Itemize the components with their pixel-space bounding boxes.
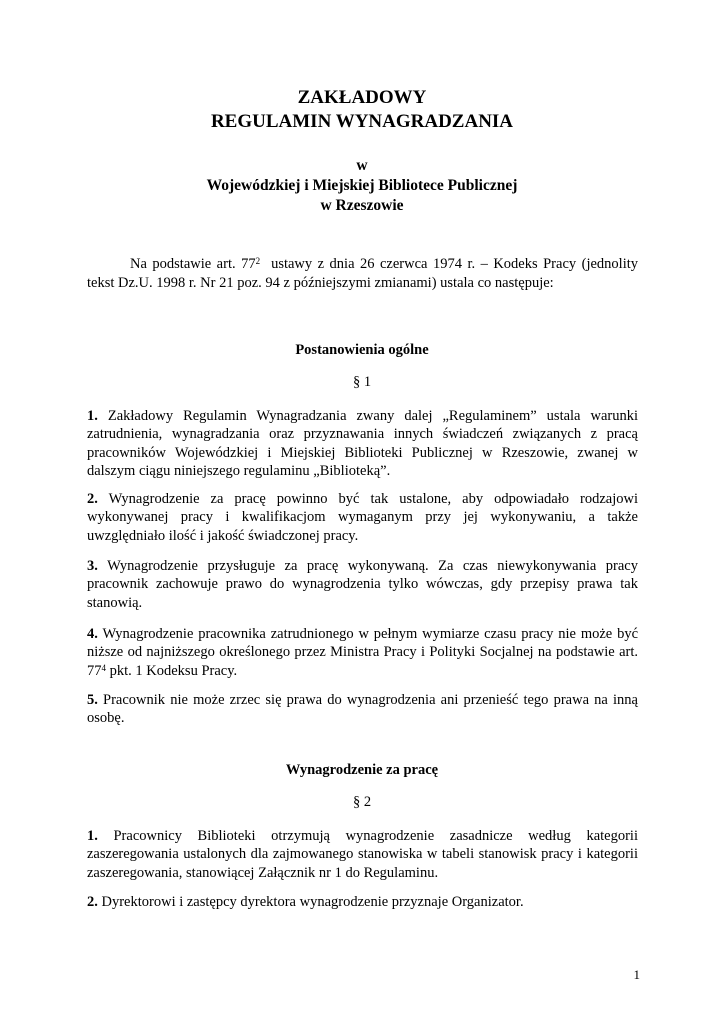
- clause-number: 4.: [87, 626, 98, 642]
- clause-superscript: 4: [101, 662, 106, 673]
- clause-number: 5.: [87, 692, 98, 708]
- clause-text: Pracownik nie może zrzec się prawa do wynagrodzenia ani przenieść tego prawa na inną osobę.: [87, 692, 638, 727]
- subtitle-line-3: w Rzeszowie: [320, 197, 404, 214]
- page-number: 1: [633, 967, 640, 982]
- paragraph-sign-1: § 1: [352, 374, 372, 390]
- clause-1-1: [87, 407, 638, 481]
- clause-text: Wynagrodzenie przysługuje za pracę wykonywaną. Za czas niewykonywania pracy pracownik zachowuje prawo do wynagrodzenia tylko wówczas, gdy przepisy prawa tak stanowią.: [87, 558, 638, 611]
- paragraph-sign-2: § 2: [352, 794, 372, 810]
- intro-text-1: Na podstawie art. 77: [130, 256, 256, 272]
- section-heading-general: Postanowienia ogólne: [295, 342, 429, 358]
- clause-2-1: [87, 827, 638, 882]
- clause-1-5: [87, 691, 638, 728]
- clause-text: Pracownicy Biblioteki otrzymują wynagrodzenie zasadnicze według kategorii zaszeregowania ustalonych dla zajmowanego stanowiska w tabeli stanowisk pracy i kategorii zaszeregowania, stanowiącej Załącznik nr 1 do Regulaminu.: [87, 828, 638, 881]
- clause-text: Zakładowy Regulamin Wynagradzania zwany dalej „Regulaminem” ustala warunki zatrudnienia, wynagradzania oraz przyznawania innych świadczeń związanych z pracą pracowników Wojewódzkiej i Miejskiej Biblioteki Publicznej w Rzeszowie, zwanej w dalszym ciągu niniejszego regulaminu „Biblioteką”.: [87, 408, 638, 480]
- clause-text-after: pkt. 1 Kodeksu Pracy.: [106, 662, 238, 679]
- clause-number: 3.: [87, 558, 98, 574]
- intro-superscript: 2: [255, 256, 261, 266]
- clause-text: Wynagrodzenie pracownika zatrudnionego w pełnym wymiarze czasu pracy nie może być niższe od najniższego określonego przez Ministra Pracy i Polityki Socjalnej na podstawie art. 77: [87, 626, 638, 679]
- document-subtitle: [0, 156, 724, 216]
- document-title: [0, 86, 724, 134]
- clause-1-3: [87, 557, 638, 612]
- clause-text: Wynagrodzenie za pracę powinno być tak ustalone, aby odpowiadało rodzajowi wykonywanej pracy i kwalifikacjom wymaganym przy jej wykonywaniu, a także uwzględniało ilość i jakość świadczonej pracy.: [87, 491, 638, 544]
- subtitle-line-2: Wojewódzkiej i Miejskiej Bibliotece Publicznej: [206, 177, 518, 194]
- title-line-2: REGULAMIN WYNAGRADZANIA: [210, 111, 514, 132]
- clause-number: 2.: [87, 894, 98, 910]
- title-line-1: ZAKŁADOWY: [297, 87, 427, 108]
- clause-1-4: [87, 625, 638, 680]
- intro-text-2: ustawy z dnia 26 czerwca 1974 r. – Kodeks Pracy (jednolity tekst Dz.U. 1998 r. Nr 21 poz. 94 z późniejszymi zmianami) ustala co następuje:: [87, 256, 642, 291]
- clause-2-2: [87, 893, 638, 911]
- section-heading-remuneration: Wynagrodzenie za pracę: [285, 762, 439, 778]
- clause-1-2: [87, 490, 638, 545]
- clause-text: Dyrektorowi i zastępcy dyrektora wynagrodzenie przyznaje Organizator.: [97, 894, 524, 910]
- clause-number: 1.: [87, 408, 98, 424]
- subtitle-line-1: w: [356, 157, 368, 174]
- clause-number: 2.: [87, 491, 98, 507]
- clause-number: 1.: [87, 828, 98, 844]
- intro-paragraph: [87, 255, 642, 292]
